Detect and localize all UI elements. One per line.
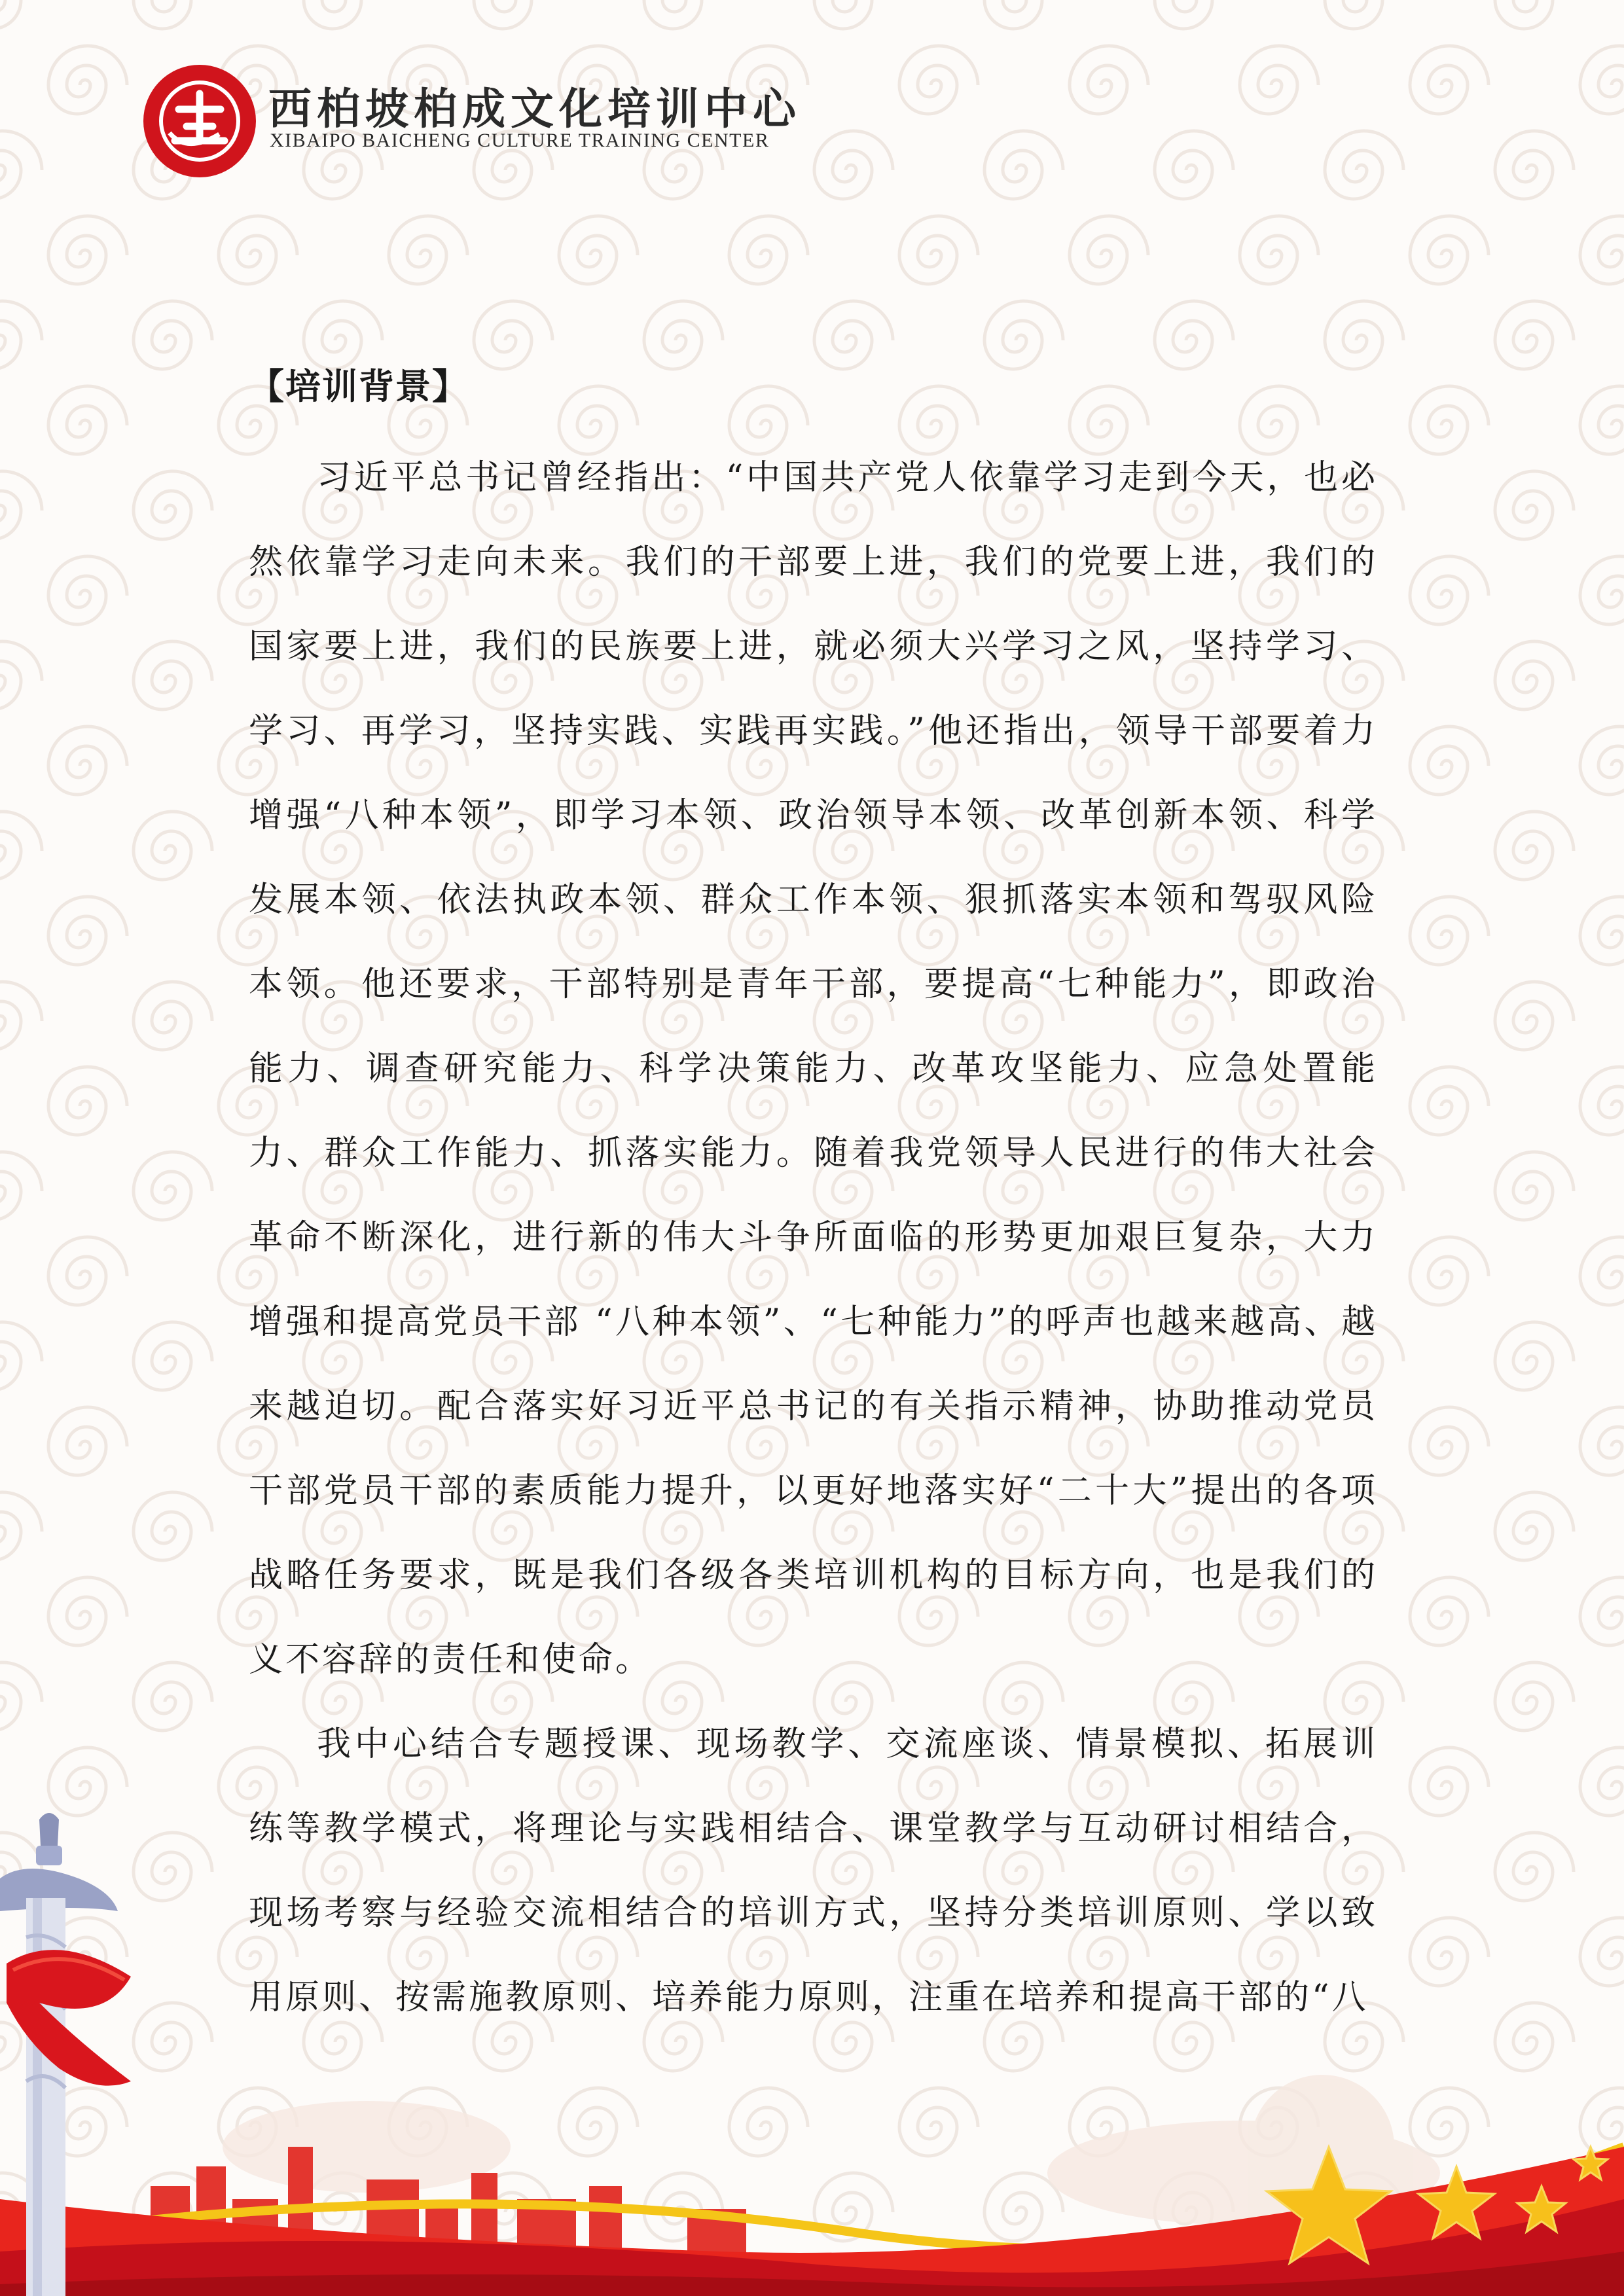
organization-name-chinese: 西柏坡柏成文化培训中心 — [268, 83, 801, 134]
organization-logo — [141, 62, 259, 180]
organization-name-english: XIBAIPO BAICHENG CULTURE TRAINING CENTER — [270, 130, 770, 151]
section-heading: 【培训背景】 — [249, 365, 469, 407]
page-header — [141, 62, 861, 180]
huabiao-pillar-ornament — [0, 1806, 131, 2296]
paragraph-training-background: 习近平总书记曾经指出：“中国共产党人依靠学习走到今天，也必然依靠学习走向未来。我们的干部要上进，我们的党要上进，我们的国家要上进，我们的民族要上进，就必须大兴学习之风，坚持学习、学习、再学习，坚持实践、实践再实践。”他还指出，领导干部要着力增强“八种本领”，即学习本领、政治领导本领、改革创新本领、科学发展本领、依法执政本领、群众工作本领、狠抓落实本领和驾驭风险本领。他还要求，干部特别是青年干部，要提高“七种能力”，即政治能力、调查研究能力、科学决策能力、改革攻坚能力、应急处置能力、群众工作能力、抓落实能力。随着我党领导人民进行的伟大社会革命不断深化，进行新的伟大斗争所面临的形势更加艰巨复杂，大力增强和提高党员干部 “八种本领”、“七种能力”的呼声也越来越高、越来越迫切。配合落实好习近平总书记的有关指示精神，协助推动党员干部党员干部的素质能力提升，以更好地落实好“二十大”提出的各项战略任务要求，既是我们各级各类培训机构的目标方向，也是我们的义不容辞的责任和使命。 — [249, 458, 1378, 1679]
footer-decoration — [0, 1780, 1624, 2296]
paragraph-training-methods: 我中心结合专题授课、现场教学、交流座谈、情景模拟、拓展训练等教学模式，将理论与实践相结合、课堂教学与互动研讨相结合，现场考察与经验交流相结合的培训方式，坚持分类培训原则、学以致用原则、按需施教原则、培养能力原则，注重在培养和提高干部的“八 — [249, 1725, 1378, 2017]
